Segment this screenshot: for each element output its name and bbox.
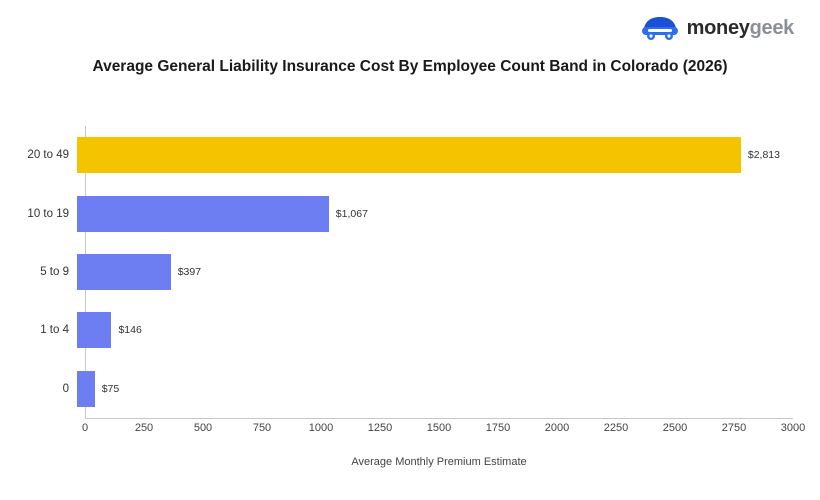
brand-name (687, 17, 794, 40)
bar-holder (77, 243, 820, 301)
bar-value-label: $146 (118, 324, 142, 337)
x-axis-label: Average Monthly Premium Estimate (351, 456, 527, 468)
bar-value-label: $1,067 (335, 207, 368, 220)
brand-name-money: money (686, 16, 750, 39)
x-tick-label: 1500 (426, 422, 452, 434)
x-tick-label: 2250 (603, 422, 629, 434)
bar-holder (77, 360, 820, 418)
chart-plot-area (0, 126, 820, 468)
x-tick-label: 1000 (308, 422, 334, 434)
x-axis-ticks (81, 422, 806, 442)
x-tick-label: 1750 (485, 422, 511, 434)
bar-value-label: $75 (101, 382, 120, 395)
x-tick-label: 3000 (780, 422, 806, 434)
bar-value-label: $2,813 (747, 149, 780, 162)
moneygeek-car-icon (640, 14, 680, 42)
table-row (0, 184, 820, 242)
bar[interactable] (77, 371, 95, 407)
x-tick-label: 250 (134, 422, 154, 434)
bar[interactable] (77, 196, 329, 232)
x-tick-label: 2500 (662, 422, 688, 434)
x-tick-label: 2000 (544, 422, 570, 434)
table-row (0, 126, 820, 184)
bar-holder (77, 184, 820, 242)
bar[interactable] (77, 137, 741, 173)
category-label: 20 to 49 (27, 149, 69, 162)
category-label: 1 to 4 (40, 324, 69, 337)
x-tick-label: 500 (193, 422, 213, 434)
bar-holder (77, 126, 820, 184)
brand-name-geek: geek (749, 16, 794, 39)
bar[interactable] (77, 312, 111, 348)
bar-value-label: $397 (177, 265, 202, 278)
bar[interactable] (77, 254, 171, 290)
table-row (0, 301, 820, 359)
brand-logo (640, 14, 794, 42)
x-tick-label: 750 (252, 422, 272, 434)
chart-title: Average General Liability Insurance Cost By Employee Count Band in Colorado (2026) (92, 58, 728, 75)
bar-rows (0, 126, 820, 418)
x-tick-label: 2750 (721, 422, 747, 434)
x-axis-line (85, 418, 793, 419)
x-tick-label: 1250 (367, 422, 393, 434)
category-label: 10 to 19 (27, 207, 69, 220)
x-tick-label: 0 (81, 422, 89, 434)
table-row (0, 243, 820, 301)
table-row (0, 360, 820, 418)
category-label: 0 (62, 382, 69, 395)
category-label: 5 to 9 (40, 265, 69, 278)
bar-holder (77, 301, 820, 359)
